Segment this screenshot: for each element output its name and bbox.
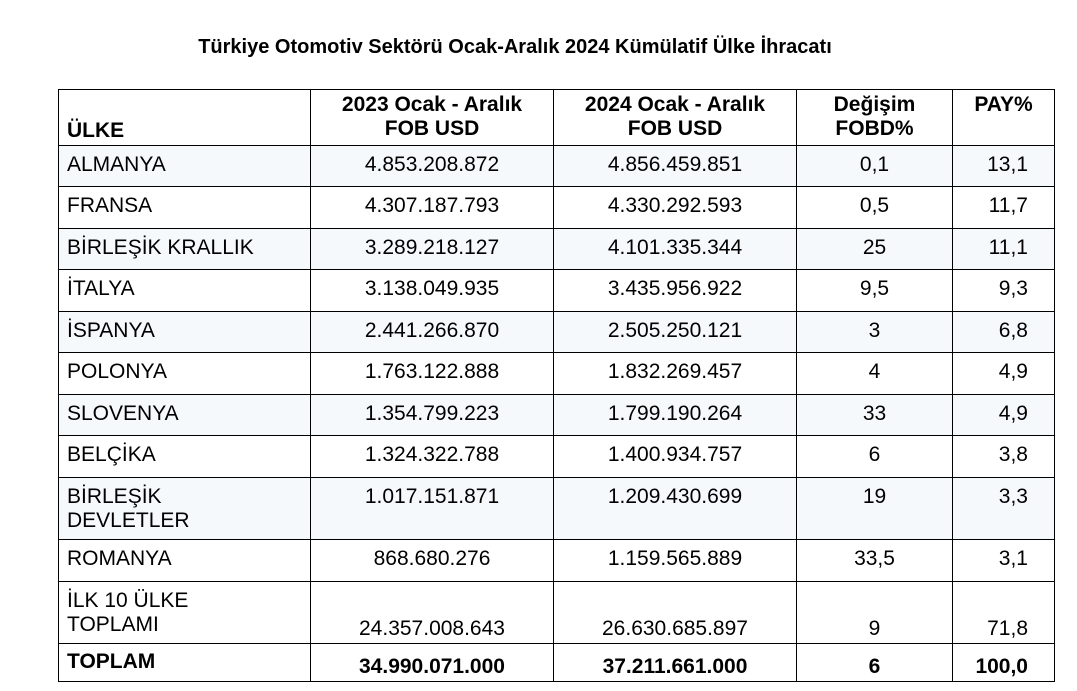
header-change <box>797 90 953 146</box>
table-row <box>59 353 1055 395</box>
header-2023-period: 2023 Ocak - Aralık <box>341 93 523 116</box>
cell-2024: 1.209.430.699 <box>554 478 797 540</box>
total-row <box>59 644 1055 682</box>
cell-country: BELÇİKA <box>59 436 311 478</box>
cell-change: 25 <box>797 229 953 270</box>
cell-2023: 3.289.218.127 <box>311 229 554 270</box>
cell-2023: 1.354.799.223 <box>311 395 554 436</box>
cell-2023: 2.441.266.870 <box>311 312 554 353</box>
table-row <box>59 312 1055 353</box>
cell-country: BİRLEŞİK DEVLETLER <box>59 478 311 540</box>
cell-country: İTALYA <box>59 270 311 312</box>
table-row <box>59 187 1055 229</box>
cell-country: ALMANYA <box>59 146 311 187</box>
cell-2023: 4.853.208.872 <box>311 146 554 187</box>
cell-share: 100,0 <box>953 644 1055 682</box>
cell-change: 33 <box>797 395 953 436</box>
cell-change: 6 <box>797 436 953 478</box>
cell-2023: 3.138.049.935 <box>311 270 554 312</box>
cell-share: 3,1 <box>953 540 1055 582</box>
cell-2024: 4.101.335.344 <box>554 229 797 270</box>
header-2023 <box>311 90 554 146</box>
cell-2024: 1.159.565.889 <box>554 540 797 582</box>
cell-2024: 1.832.269.457 <box>554 353 797 395</box>
cell-2024: 1.400.934.757 <box>554 436 797 478</box>
cell-share: 13,1 <box>953 146 1055 187</box>
cell-share: 11,1 <box>953 229 1055 270</box>
cell-change: 9,5 <box>797 270 953 312</box>
export-table <box>58 89 1055 682</box>
header-share: PAY% <box>953 90 1055 146</box>
cell-share: 6,8 <box>953 312 1055 353</box>
cell-change: 0,1 <box>797 146 953 187</box>
cell-change: 0,5 <box>797 187 953 229</box>
table-row <box>59 540 1055 582</box>
table-row <box>59 395 1055 436</box>
cell-change: 19 <box>797 478 953 540</box>
cell-2024: 26.630.685.897 <box>554 582 797 644</box>
header-row <box>59 90 1055 146</box>
header-2024 <box>554 90 797 146</box>
header-2023-unit: FOB USD <box>384 117 480 140</box>
cell-country: İSPANYA <box>59 312 311 353</box>
header-2024-unit: FOB USD <box>627 117 723 140</box>
cell-change: 33,5 <box>797 540 953 582</box>
cell-share: 11,7 <box>953 187 1055 229</box>
cell-2023: 4.307.187.793 <box>311 187 554 229</box>
cell-2023: 1.017.151.871 <box>311 478 554 540</box>
cell-country: SLOVENYA <box>59 395 311 436</box>
cell-2024: 2.505.250.121 <box>554 312 797 353</box>
cell-share: 4,9 <box>953 395 1055 436</box>
cell-change: 4 <box>797 353 953 395</box>
table-row <box>59 270 1055 312</box>
cell-change: 3 <box>797 312 953 353</box>
cell-2024: 4.330.292.593 <box>554 187 797 229</box>
table-row <box>59 229 1055 270</box>
header-country: ÜLKE <box>59 90 311 146</box>
cell-2023: 868.680.276 <box>311 540 554 582</box>
cell-2023: 1.763.122.888 <box>311 353 554 395</box>
cell-country: FRANSA <box>59 187 311 229</box>
cell-2023: 34.990.071.000 <box>311 644 554 682</box>
cell-country: TOPLAM <box>59 644 311 682</box>
cell-country: ROMANYA <box>59 540 311 582</box>
cell-change: 9 <box>797 582 953 644</box>
cell-country: İLK 10 ÜLKE TOPLAMI <box>59 582 311 644</box>
cell-change: 6 <box>797 644 953 682</box>
cell-2024: 4.856.459.851 <box>554 146 797 187</box>
table-body <box>59 146 1055 682</box>
cell-share: 4,9 <box>953 353 1055 395</box>
table-row <box>59 146 1055 187</box>
cell-2024: 1.799.190.264 <box>554 395 797 436</box>
page-title: Türkiye Otomotiv Sektörü Ocak-Aralık 2024 Kümülatif Ülke İhracatı <box>198 36 832 58</box>
cell-share: 3,8 <box>953 436 1055 478</box>
subtotal-row <box>59 582 1055 644</box>
header-change-unit: FOBD% <box>835 117 914 140</box>
cell-country: POLONYA <box>59 353 311 395</box>
cell-share: 71,8 <box>953 582 1055 644</box>
cell-2023: 24.357.008.643 <box>311 582 554 644</box>
cell-share: 9,3 <box>953 270 1055 312</box>
cell-2024: 37.211.661.000 <box>554 644 797 682</box>
cell-2024: 3.435.956.922 <box>554 270 797 312</box>
table-row <box>59 478 1055 540</box>
header-change-label: Değişim <box>833 93 916 116</box>
cell-share: 3,3 <box>953 478 1055 540</box>
cell-country: BİRLEŞİK KRALLIK <box>59 229 311 270</box>
header-2024-period: 2024 Ocak - Aralık <box>584 93 766 116</box>
table-row <box>59 436 1055 478</box>
cell-2023: 1.324.322.788 <box>311 436 554 478</box>
